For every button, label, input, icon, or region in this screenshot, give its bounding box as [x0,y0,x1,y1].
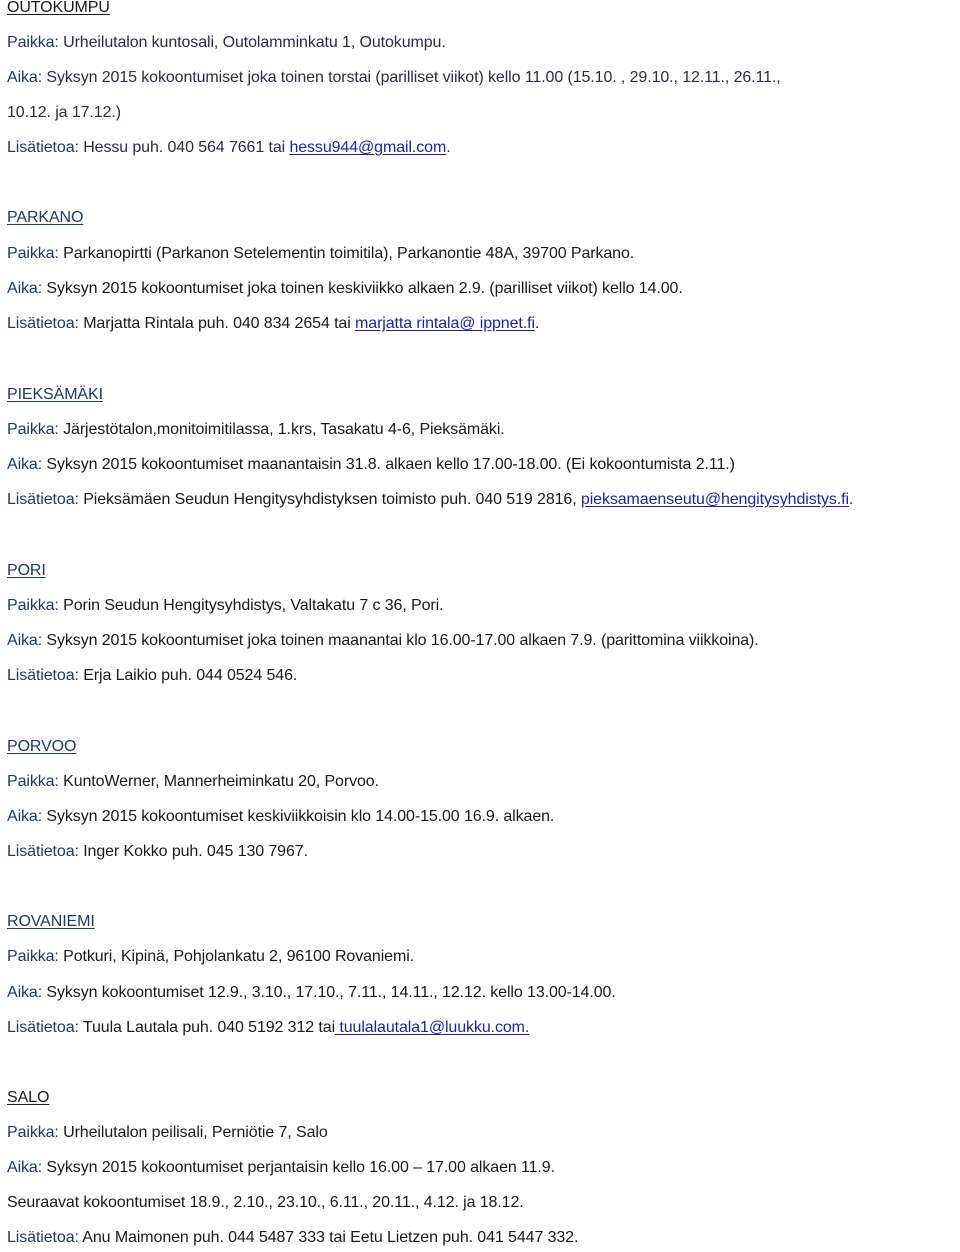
aika-outokumpu [7,67,781,89]
lisatietoa-value: Erja Laikio puh. 044 0524 546. [78,667,298,684]
aika-label: Aika: [7,280,43,297]
aika-label: Aika: [7,984,43,1001]
lisatietoa-value: Tuula Lautala puh. 040 5192 312 tai [78,1019,336,1036]
lisatietoa-value: Pieksämäen Seudun Hengitysyhdistyksen toimisto puh. 040 519 2816, [78,491,581,508]
heading-pori: PORI [7,562,46,579]
heading-porvoo: PORVOO [7,738,77,755]
paikka-value: Urheilutalon kuntosali, Outolamminkatu 1, Outokumpu. [58,34,446,51]
aika-salo [7,1157,555,1179]
lisatietoa-pieksamaki [7,489,853,511]
paikka-porvoo [7,771,379,793]
lisatietoa-value: Hessu puh. 040 564 7661 tai [78,139,290,156]
lisatietoa-rovaniemi [7,1017,529,1039]
aika-parkano [7,278,683,300]
aika-pieksamaki [7,454,735,476]
email-link-hessu[interactable]: hessu944@gmail.com [289,139,447,156]
period: . [848,491,854,508]
paikka-label: Paikka: [7,948,59,965]
aika-label: Aika: [7,69,43,86]
aika-rovaniemi [7,982,616,1004]
period: . [534,315,540,332]
heading-parkano: PARKANO [7,209,84,226]
aika-value: Syksyn 2015 kokoontumiset perjantaisin kello 16.00 – 17.00 alkaen 11.9. [42,1159,555,1176]
heading-rovaniemi: ROVANIEMI [7,913,95,930]
aika-label: Aika: [7,456,43,473]
lisatietoa-label: Lisätietoa: [7,139,79,156]
heading-outokumpu: OUTOKUMPU [7,0,110,16]
paikka-value: KuntoWerner, Mannerheiminkatu 20, Porvoo. [58,773,379,790]
paikka-label: Paikka: [7,421,59,438]
lisatietoa-porvoo [7,841,308,863]
paikka-value: Porin Seudun Hengitysyhdistys, Valtakatu 7 c 36, Pori. [58,597,444,614]
paikka-pori [7,595,443,617]
paikka-outokumpu [7,32,446,54]
heading-salo: SALO [7,1089,50,1106]
aika-value: Syksyn kokoontumiset 12.9., 3.10., 17.10., 7.11., 14.11., 12.12. kello 13.00-14.00. [42,984,616,1001]
aika-label: Aika: [7,632,43,649]
aika-pori [7,630,759,652]
lisatietoa-value: Marjatta Rintala puh. 040 834 2654 tai [78,315,356,332]
lisatietoa-label: Lisätietoa: [7,1229,79,1246]
lisatietoa-salo [7,1227,578,1249]
aika-label: Aika: [7,1159,43,1176]
paikka-value: Parkanopirtti (Parkanon Setelementin toimitila), Parkanontie 48A, 39700 Parkano. [58,245,635,262]
email-link-marjatta[interactable]: marjatta rintala@ ippnet.fi [355,315,535,332]
aika-label: Aika: [7,808,43,825]
lisatietoa-outokumpu [7,137,451,159]
lisatietoa-parkano [7,313,539,335]
paikka-label: Paikka: [7,245,59,262]
lisatietoa-value: Anu Maimonen puh. 044 5487 333 tai Eetu Lietzen puh. 041 5447 332. [78,1229,579,1246]
paikka-value: Potkuri, Kipinä, Pohjolankatu 2, 96100 Rovaniemi. [58,948,415,965]
lisatietoa-label: Lisätietoa: [7,1019,79,1036]
paikka-value: Urheilutalon peilisali, Perniötie 7, Salo [58,1124,328,1141]
aika-value: Syksyn 2015 kokoontumiset maanantaisin 31.8. alkaen kello 17.00-18.00. (Ei kokoontumista 2.11.) [42,456,735,473]
paikka-value: Järjestötalon,monitoimitilassa, 1.krs, Tasakatu 4-6, Pieksämäki. [58,421,505,438]
seuraavat-salo: Seuraavat kokoontumiset 18.9., 2.10., 23.10., 6.11., 20.11., 4.12. ja 18.12. [7,1194,524,1211]
paikka-parkano [7,243,634,265]
paikka-pieksamaki [7,419,505,441]
paikka-label: Paikka: [7,773,59,790]
paikka-rovaniemi [7,946,414,968]
aika-value: Syksyn 2015 kokoontumiset joka toinen keskiviikko alkaen 2.9. (parilliset viikot) kello 14.00. [42,280,683,297]
lisatietoa-label: Lisätietoa: [7,315,79,332]
lisatietoa-pori [7,665,297,687]
period: . [446,139,451,156]
lisatietoa-label: Lisätietoa: [7,843,79,860]
email-link-pieksamaki[interactable]: pieksamaenseutu@hengitysyhdistys.fi [580,491,849,508]
aika-value: Syksyn 2015 kokoontumiset joka toinen maanantai klo 16.00-17.00 alkaen 7.9. (parittomina viikkoina). [42,632,759,649]
paikka-label: Paikka: [7,34,59,51]
lisatietoa-value: Inger Kokko puh. 045 130 7967. [78,843,308,860]
aika-value: Syksyn 2015 kokoontumiset joka toinen torstai (parilliset viikot) kello 11.00 (15.10. , 29.10., 12.11., 26.11., [42,69,781,86]
paikka-label: Paikka: [7,597,59,614]
paikka-salo [7,1122,328,1144]
paikka-label: Paikka: [7,1124,59,1141]
lisatietoa-label: Lisätietoa: [7,667,79,684]
lisatietoa-label: Lisätietoa: [7,491,79,508]
aika-outokumpu-cont: 10.12. ja 17.12.) [7,104,121,121]
email-link-tuula[interactable]: tuulalautala1@luukku.com. [335,1019,530,1036]
aika-value: Syksyn 2015 kokoontumiset keskiviikkoisin klo 14.00-15.00 16.9. alkaen. [42,808,555,825]
heading-pieksamaki: PIEKSÄMÄKI [7,386,103,403]
aika-porvoo [7,806,554,828]
